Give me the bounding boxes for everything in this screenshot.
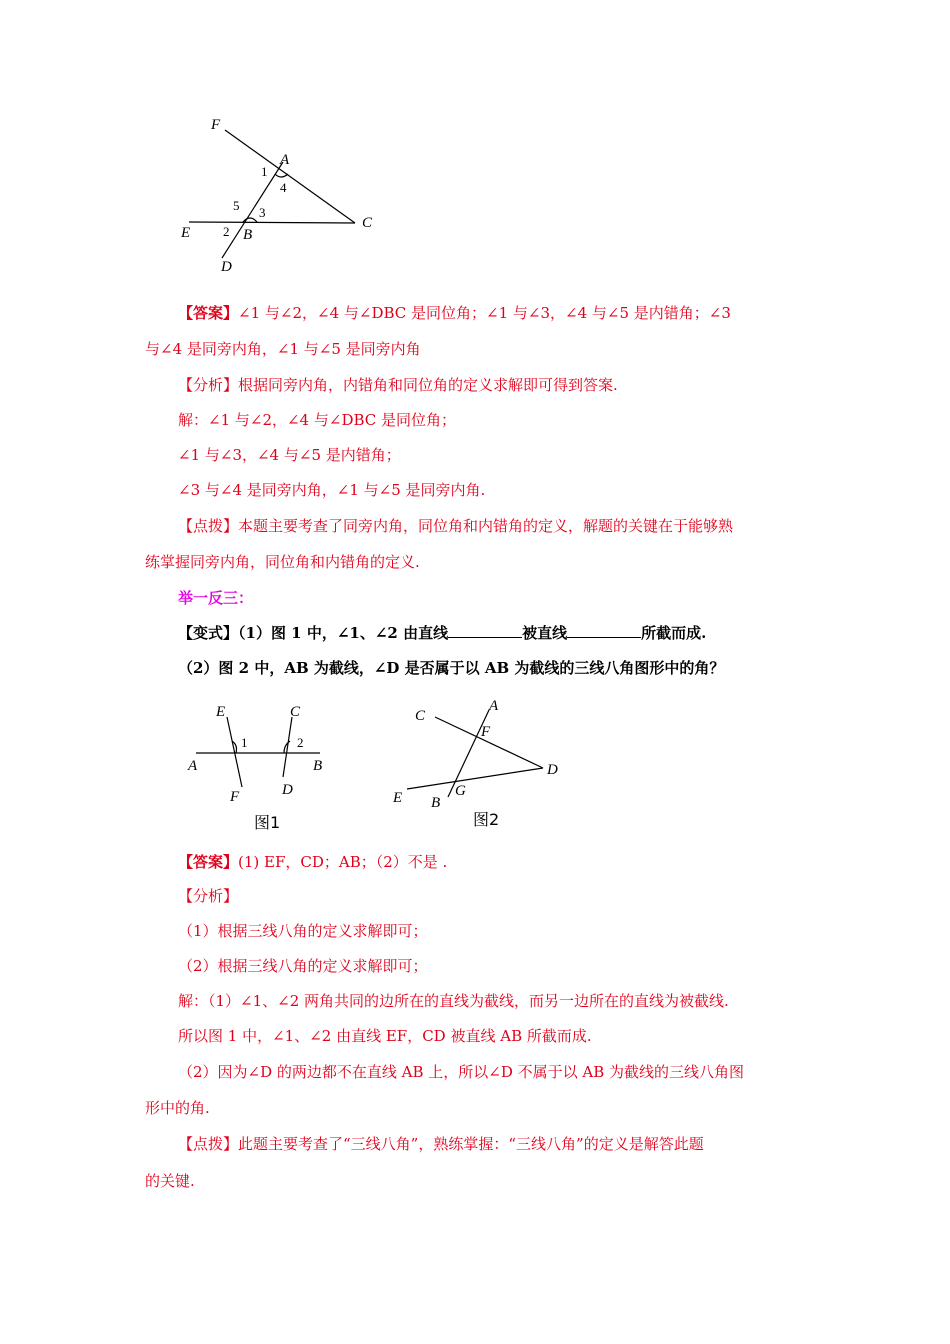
fig1-label-C: C <box>290 704 301 720</box>
section-title: 举一反三： <box>178 589 254 607</box>
ex2-answer-tag: 【答案】 <box>178 853 239 871</box>
variant-q1-part-b: 被直线 <box>522 624 568 642</box>
line-ED <box>407 768 543 789</box>
fig2-label-C: C <box>415 708 426 724</box>
ex1-analysis-text: 根据同旁内角，内错角和同位角的定义求解即可得到答案. <box>238 376 618 394</box>
fig1-label-D: D <box>282 782 293 798</box>
ex2-solution-3-line2: 形中的角. <box>145 1099 210 1117</box>
ex1-comment-tag: 【点拨】 <box>178 517 239 535</box>
fig1-angle-1: 1 <box>241 735 248 750</box>
fig1-label-A: A <box>188 758 198 774</box>
ex2-comment-tag: 【点拨】 <box>178 1135 239 1153</box>
ex2-analysis-2: （2）根据三线八角的定义求解即可； <box>178 957 428 975</box>
fig2-label-A: A <box>489 698 499 714</box>
ex1-answer-line1 <box>178 302 731 324</box>
ex2-solution-3-line1: （2）因为∠D 的两边都不在直线 AB 上，所以∠D 不属于以 AB 为截线的三线八角图 <box>178 1063 745 1081</box>
variant-q1-part-a: （1）图 1 中，∠1、∠2 由直线 <box>238 624 449 642</box>
angle-arc-A <box>275 174 288 177</box>
ex2-comment-line1 <box>178 1133 704 1155</box>
label-D: D <box>221 259 232 275</box>
line-AD <box>222 162 283 258</box>
ex2-analysis-tag: 【分析】 <box>178 887 239 905</box>
label-F: F <box>211 117 221 133</box>
line-FC <box>225 130 355 223</box>
answer-blank-1 <box>448 623 522 638</box>
label-B: B <box>243 227 253 243</box>
angle-label-2: 2 <box>223 224 230 239</box>
variant-question-2: （2）图 2 中，AB 为截线，∠D 是否属于以 AB 为截线的三线八角图形中的角？ <box>178 659 725 677</box>
variant-tag: 【变式】 <box>178 624 239 642</box>
variant-q1-part-c: 所截而成. <box>641 624 707 642</box>
angle-label-4: 4 <box>280 180 287 195</box>
ex1-analysis-tag: 【分析】 <box>178 376 239 394</box>
ex2-comment-line2: 的关键. <box>145 1172 195 1190</box>
ex1-comment-line1 <box>178 515 733 537</box>
fig1-label-F: F <box>230 789 240 805</box>
ex1-solution-2: ∠1 与∠3，∠4 与∠5 是内错角； <box>178 446 401 464</box>
fig1-label-B: B <box>313 758 323 774</box>
ex1-solution-3: ∠3 与∠4 是同旁内角，∠1 与∠5 是同旁内角. <box>178 481 486 499</box>
figure-2 <box>385 692 575 837</box>
variant-question-1 <box>178 622 706 644</box>
angle-label-5: 5 <box>233 198 240 213</box>
ex2-solution-1: 解：（1）∠1、∠2 两角共同的边所在的直线为截线，而另一边所在的直线为被截线. <box>178 992 729 1010</box>
ex2-comment-text1: 此题主要考查了“三线八角”，熟练掌握：“三线八角”的定义是解答此题 <box>238 1135 704 1153</box>
line-CD <box>283 717 292 777</box>
fig2-label-G: G <box>455 783 466 799</box>
fig2-caption: 图2 <box>473 810 500 829</box>
fig2-label-F: F <box>481 724 491 740</box>
figure-1 <box>180 695 340 840</box>
angle-label-3: 3 <box>259 205 266 220</box>
fig1-angle-2: 2 <box>297 735 304 750</box>
label-E: E <box>181 225 191 241</box>
ex1-solution-1: 解：∠1 与∠2，∠4 与∠DBC 是同位角； <box>178 411 457 429</box>
fig1-caption: 图1 <box>254 813 281 832</box>
ex2-solution-2: 所以图 1 中，∠1、∠2 由直线 EF，CD 被直线 AB 所截而成. <box>178 1027 592 1045</box>
ex1-comment-text1: 本题主要考查了同旁内角，同位角和内错角的定义，解题的关键在于能够熟 <box>238 517 734 535</box>
ex2-answer <box>178 851 447 873</box>
ex1-answer-tag: 【答案】 <box>178 304 239 322</box>
ex2-analysis-1: （1）根据三线八角的定义求解即可； <box>178 922 428 940</box>
fig2-label-E: E <box>393 790 403 806</box>
label-C: C <box>362 215 373 231</box>
ex1-comment-line2: 练掌握同旁内角，同位角和内错角的定义. <box>145 553 420 571</box>
ex1-answer-text1: ∠1 与∠2，∠4 与∠DBC 是同位角；∠1 与∠3，∠4 与∠5 是内错角；∠3 <box>238 304 731 322</box>
ex2-answer-text: (1) EF，CD；AB；（2）不是 . <box>238 853 448 871</box>
fig2-label-B: B <box>431 795 441 811</box>
answer-blank-2 <box>567 623 641 638</box>
figure-angles-diagram <box>175 110 395 280</box>
ex1-analysis <box>178 374 618 396</box>
ex1-answer-line2: 与∠4 是同旁内角，∠1 与∠5 是同旁内角 <box>145 340 421 358</box>
fig1-label-E: E <box>216 704 226 720</box>
line-EC <box>189 222 355 223</box>
angle-label-1: 1 <box>261 164 268 179</box>
line-EF <box>227 717 242 787</box>
fig2-label-D: D <box>547 762 558 778</box>
label-A: A <box>280 152 290 168</box>
